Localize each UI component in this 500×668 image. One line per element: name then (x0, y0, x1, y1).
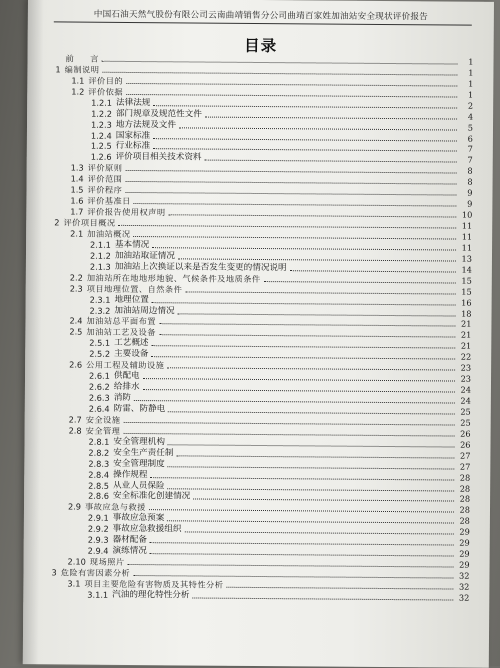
toc-entry-label: 加油站工艺及设备 (86, 327, 156, 338)
toc-entry-page-number: 18 (461, 308, 472, 319)
toc-entry-page-number: 15 (461, 286, 472, 297)
dot-leader (226, 586, 453, 590)
toc-entry-number: 2.5.2 (89, 348, 111, 360)
toc-entry-label: 加油站概况 (87, 228, 131, 239)
toc-entry-page-number: 32 (458, 592, 470, 603)
toc-entry-page-number: 28 (459, 515, 470, 526)
toc-entry-page-number: 5 (467, 122, 474, 133)
toc-entry-page-number: 32 (458, 581, 470, 592)
toc-entry-page-number: 27 (459, 461, 471, 472)
toc-entry-number: 1.2.2 (91, 108, 112, 119)
toc-entry-number: 2.6.1 (89, 370, 110, 381)
toc-entry-label: 地理位置 (114, 294, 149, 305)
toc-entry-page-number: 1 (468, 78, 474, 89)
toc-entry-page-number: 16 (461, 297, 472, 308)
toc-entry-label: 事故应急救援组织 (112, 524, 182, 535)
toc-entry-page-number: 6 (467, 133, 473, 144)
toc-entry-label: 加油站取证情况 (114, 250, 176, 262)
toc-entry-label: 法律法规 (115, 97, 151, 108)
toc-entry-page-number: 9 (467, 198, 473, 209)
toc-entry-page-number: 7 (467, 155, 473, 166)
toc-entry-page-number: 21 (460, 329, 472, 341)
toc-entry-number: 1.5 (70, 184, 84, 195)
toc-entry-label: 公用工程及辅助设施 (86, 359, 165, 371)
toc-entry-number: 2.9.3 (87, 534, 109, 546)
toc-entry-number: 2.3.1 (89, 294, 111, 305)
toc-entry-label: 演练情况 (112, 545, 147, 557)
toc-entry-number: 2.7 (68, 414, 82, 425)
toc-entry-label: 编制说明 (64, 64, 100, 75)
toc-entry-number: 1.4 (70, 173, 84, 184)
toc-entry-number: 2.1.2 (89, 250, 111, 261)
toc-entry-label: 事故应急预案 (112, 513, 165, 524)
document-page (23, 0, 494, 668)
toc-entry-page-number: 28 (459, 494, 471, 505)
toc-entry-number: 2.9.2 (87, 523, 109, 535)
toc-entry-label: 加油站周边情况 (114, 305, 175, 316)
toc-entry-page-number: 14 (461, 264, 472, 275)
dot-leader (264, 280, 456, 284)
toc-entry-label: 供配电 (113, 370, 140, 382)
toc-entry-label: 现场照片 (89, 556, 125, 568)
toc-entry-number: 1.2.1 (91, 97, 113, 108)
toc-entry-page-number: 27 (459, 450, 471, 461)
toc-entry[interactable] (23, 588, 489, 603)
toc-entry-label: 工艺概述 (114, 338, 149, 349)
toc-entry-label: 主要设备 (114, 349, 149, 360)
toc-entry-page-number: 13 (461, 253, 473, 264)
toc-entry-number: 2.1 (70, 228, 84, 239)
report-header: 中国石油天然气股份有限公司云南曲靖销售分公司曲靖百家姓加油站安全现状评价报告 (93, 9, 428, 23)
page-title: 目录 (244, 36, 278, 56)
toc-entry-number: 1.2.5 (90, 141, 112, 152)
toc-entry-label: 操作规程 (113, 469, 148, 480)
toc-entry-label: 评价目的 (88, 75, 124, 86)
toc-entry-number: 1 (55, 64, 61, 75)
toc-entry-label: 消防 (113, 392, 131, 403)
toc-entry-label: 防雷、防静电 (113, 403, 166, 415)
toc-entry-page-number: 29 (459, 559, 470, 570)
toc-entry-label: 评价范围 (87, 173, 123, 185)
toc-entry-page-number: 11 (461, 220, 473, 231)
toc-entry-label: 加油站所在地地形地貌、气候条件及地质条件 (86, 272, 261, 284)
toc-entry-label: 加油站总平面布置 (86, 316, 157, 327)
toc-entry-number: 2.5 (69, 326, 83, 337)
toc-entry-number: 2.8 (68, 425, 82, 436)
toc-entry-number: 2.5.1 (89, 337, 111, 349)
toc-entry-label: 评价报告使用权声明 (87, 206, 166, 218)
toc-entry-number: 3.1 (67, 578, 81, 589)
toc-entry-number: 1.6 (70, 195, 84, 206)
toc-entry-label: 前 言 (65, 53, 99, 64)
toc-entry-page-number: 1 (468, 67, 474, 78)
toc-entry-page-number: 25 (460, 417, 471, 428)
dot-leader (193, 596, 454, 600)
toc-entry-number: 2.6.2 (88, 381, 110, 392)
toc-entry-label: 地方法规及文件 (115, 119, 177, 130)
toc-entry-number: 2.9 (67, 501, 82, 512)
toc-entry-label: 安全设施 (85, 414, 121, 425)
toc-entry-label: 评价程序 (87, 184, 123, 196)
toc-entry-label: 器材配备 (112, 535, 148, 546)
toc-entry-number: 2.1.1 (90, 239, 111, 250)
toc-entry-number: 2.1.3 (89, 261, 111, 272)
toc-entry-page-number: 25 (460, 406, 471, 417)
toc-entry-page-number: 21 (461, 319, 472, 330)
toc-entry-label: 安全管理 (85, 425, 121, 436)
toc-entry-number: 2.3.2 (89, 305, 111, 316)
toc-entry-number: 1.2 (71, 86, 85, 97)
toc-entry-page-number: 28 (459, 472, 471, 483)
toc-entry-page-number: 1 (468, 56, 474, 67)
toc-entry-number: 2.8.3 (88, 458, 110, 469)
toc-entry-page-number: 15 (461, 275, 472, 286)
toc-entry-label: 部门规章及规范性文件 (115, 108, 202, 120)
toc-entry-label: 评价项目概况 (63, 217, 116, 228)
toc-entry-page-number: 22 (460, 351, 472, 362)
toc-entry-page-number: 7 (467, 144, 473, 155)
toc-entry-number: 2.8.1 (88, 436, 110, 447)
toc-entry-page-number: 2 (467, 100, 474, 111)
toc-entry-number: 2.9.1 (87, 512, 109, 524)
toc-entry-number: 2.6.4 (88, 403, 110, 414)
toc-entry-label: 基本情况 (114, 239, 150, 251)
toc-entry-page-number: 32 (459, 570, 470, 581)
toc-entry-page-number: 11 (461, 231, 473, 242)
toc-entry-number: 2.2 (69, 272, 83, 283)
toc-entry-page-number: 8 (467, 165, 473, 176)
toc-entry-number: 2.3 (69, 283, 83, 294)
toc-entry-number: 2.9.4 (87, 545, 109, 556)
toc-entry-label: 安全管理制度 (113, 458, 165, 469)
toc-entry-page-number: 11 (461, 242, 473, 253)
toc-entry-page-number: 9 (467, 187, 473, 198)
toc-entry-number: 2.8.4 (88, 469, 110, 480)
toc-entry-page-number: 28 (459, 504, 471, 516)
toc-entry-number: 2.4 (69, 315, 83, 327)
toc-entry-number: 1.3 (70, 162, 84, 173)
toc-entry-label: 行业标准 (115, 141, 151, 152)
toc-entry-page-number: 23 (460, 362, 472, 373)
toc-entry-number: 1.2.4 (90, 130, 112, 141)
toc-entry-page-number: 29 (459, 526, 470, 537)
toc-entry-page-number: 28 (459, 483, 471, 494)
toc-entry-label: 项目主要危险有害物质及其特性分析 (84, 578, 224, 590)
toc-entry-number: 2.6 (69, 359, 83, 370)
toc-entry-number: 2.8.6 (88, 491, 109, 502)
toc-entry-label: 评价原则 (87, 162, 123, 174)
toc-entry-page-number: 4 (467, 111, 474, 122)
toc-entry-number: 2.8.5 (88, 480, 110, 491)
toc-entry-number: 2.8.2 (88, 447, 110, 458)
toc-entry-label: 安全生产责任制 (113, 447, 174, 459)
table-of-contents (23, 52, 493, 603)
toc-entry-label: 危险有害因素分析 (60, 567, 131, 578)
toc-entry-page-number: 23 (460, 373, 472, 384)
toc-entry-page-number: 1 (468, 89, 474, 100)
toc-entry-label: 安全管理机构 (113, 436, 165, 448)
toc-entry-page-number: 29 (459, 537, 470, 548)
toc-entry-number: 1.2.3 (90, 119, 112, 130)
toc-entry-label: 评价项目相关技术资料 (115, 152, 202, 163)
dot-leader (290, 269, 456, 272)
toc-entry-page-number: 29 (459, 548, 470, 559)
toc-entry-label: 项目地理位置、自然条件 (86, 283, 183, 295)
toc-entry-number: 1.7 (70, 206, 84, 217)
toc-entry-page-number: 21 (460, 340, 472, 351)
toc-entry-label: 国家标准 (115, 130, 151, 141)
toc-entry-number: 3 (51, 567, 57, 578)
toc-entry-number: 2 (54, 217, 60, 228)
toc-entry-label: 评价依据 (88, 86, 124, 97)
toc-entry-label: 事故应急与救援 (85, 502, 146, 513)
toc-entry-page-number: 24 (460, 384, 471, 395)
toc-entry-number: 2.6.3 (88, 392, 110, 403)
toc-entry-page-number: 8 (467, 176, 473, 187)
toc-entry-label: 从业人员保险 (112, 480, 165, 491)
toc-entry-page-number: 26 (460, 439, 471, 450)
toc-entry-number: 1.2.6 (90, 152, 112, 163)
toc-entry-label: 给排水 (113, 381, 140, 393)
toc-entry-number: 3.1.1 (87, 589, 109, 600)
toc-entry-label: 评价基准日 (87, 195, 131, 207)
toc-entry-label: 安全标准化创建情况 (112, 491, 191, 502)
toc-entry-number: 2.10 (67, 556, 86, 567)
toc-entry-page-number: 24 (460, 395, 471, 406)
toc-entry-page-number: 26 (460, 428, 471, 439)
toc-entry-page-number: 10 (461, 209, 473, 220)
toc-entry-label: 加油站上次换证以来是否发生变更的情况说明 (114, 261, 287, 273)
toc-entry-label: 汽油的理化特性分析 (112, 589, 190, 601)
toc-entry-number: 1.1 (71, 75, 85, 86)
